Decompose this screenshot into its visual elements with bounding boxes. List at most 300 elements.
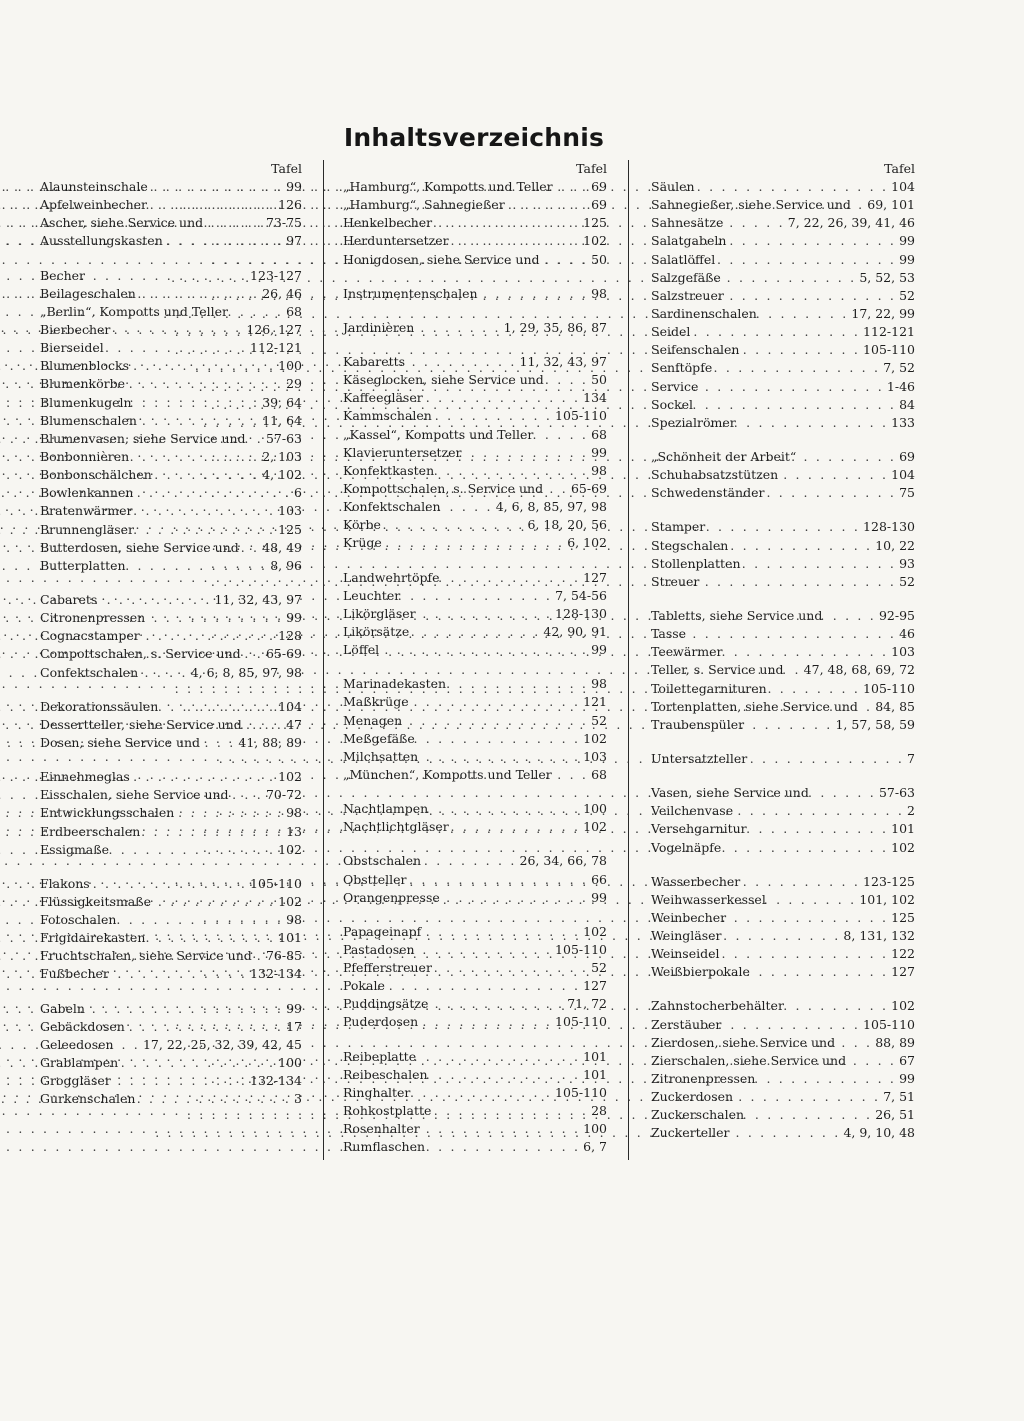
entry-term: Säulen xyxy=(651,179,695,194)
entry-term: „Kassel“, Kompotts und Teller xyxy=(343,426,534,442)
entry-term: Bierseidel xyxy=(40,340,104,356)
entry-plate-number: 104 xyxy=(891,467,915,483)
entry-plate-number: 103 xyxy=(583,748,607,764)
dot-leader xyxy=(851,196,867,214)
entry-term: Landwehrtöpfe xyxy=(343,569,440,585)
dot-leader xyxy=(712,359,883,377)
index-entry xyxy=(343,1138,607,1156)
entry-plate-number: 102 xyxy=(891,839,915,855)
index-entry xyxy=(343,498,607,516)
entry-plate-number: 98 xyxy=(591,285,607,301)
entry-term: Schwedenständer xyxy=(651,485,765,501)
entry-plate-number: 127 xyxy=(583,978,607,994)
entry-plate-number: 75 xyxy=(899,485,915,501)
index-entry xyxy=(651,359,915,377)
entry-plate-number: 73-75 xyxy=(265,215,302,231)
entry-term: Instrumentenschalen xyxy=(343,285,478,301)
index-entry xyxy=(651,891,915,909)
dot-leader xyxy=(747,750,907,768)
entry-term: Herduntersetzer xyxy=(343,233,449,249)
index-entry xyxy=(343,977,607,995)
entry-plate-number: 66 xyxy=(591,871,607,887)
entry-plate-number: 57-63 xyxy=(878,785,915,801)
entry-term: Flüssigkeitsmaße xyxy=(40,893,152,909)
index-entry xyxy=(651,784,915,802)
entry-term: Bonbonschälchen xyxy=(40,467,152,483)
entry-plate-number: 132-134 xyxy=(250,966,302,982)
entry-term: Seifenschalen xyxy=(651,342,740,358)
index-entry xyxy=(651,466,915,484)
entry-plate-number: 11, 32, 43, 97 xyxy=(214,591,302,607)
entry-term: Orangenpresse xyxy=(343,889,440,905)
entry-plate-number: 13 xyxy=(286,823,302,839)
index-entry xyxy=(651,1106,915,1124)
entry-term: Streuer xyxy=(651,573,700,589)
index-entry xyxy=(651,607,915,625)
entry-term: Weinseidel xyxy=(651,946,720,962)
entry-plate-number: 105-110 xyxy=(863,680,915,696)
dot-leader xyxy=(858,698,875,716)
index-entry xyxy=(651,323,915,341)
entry-term: Schuhabsatzstützen xyxy=(651,467,779,483)
entry-plate-number: 122 xyxy=(891,946,915,962)
index-entry xyxy=(343,852,607,870)
entry-term: Tabletts, siehe Service und xyxy=(651,607,823,623)
entry-term: Eisschalen, siehe Service und xyxy=(40,787,229,803)
dot-leader xyxy=(425,1138,583,1156)
entry-plate-number: 65-69 xyxy=(265,646,302,662)
entry-plate-number: 7, 52 xyxy=(883,360,915,376)
entry-plate-number: 103 xyxy=(891,644,915,660)
entry-term: Sahnesätze xyxy=(651,215,724,231)
entry-plate-number: 52 xyxy=(899,573,915,589)
entry-plate-number: 102 xyxy=(891,998,915,1014)
entry-plate-number: 99 xyxy=(286,610,302,626)
index-entry xyxy=(651,1034,915,1052)
dot-leader xyxy=(764,484,899,502)
entry-plate-number: 99 xyxy=(591,444,607,460)
entry-term: Versehgarnitur xyxy=(651,821,747,837)
entry-plate-number: 4, 6, 8, 85, 97, 98 xyxy=(190,664,302,680)
index-entry xyxy=(651,820,915,838)
dot-leader xyxy=(809,784,879,802)
entry-plate-number: 69 xyxy=(591,179,607,194)
dot-leader xyxy=(733,1088,883,1106)
index-entry xyxy=(651,269,915,287)
index-entry xyxy=(651,661,915,679)
entry-term: Becher xyxy=(40,267,86,283)
entry-plate-number: 127 xyxy=(891,964,915,980)
entry-term: Körbe xyxy=(343,517,381,533)
index-letter-group xyxy=(651,448,915,502)
dot-leader xyxy=(747,820,891,838)
entry-term: Compottschalen, s. Service und xyxy=(40,646,241,662)
entry-term: Dessertteller, siehe Service und xyxy=(40,716,242,732)
index-entry xyxy=(651,997,915,1015)
index-entry xyxy=(651,643,915,661)
entry-plate-number: 70-72 xyxy=(265,787,302,803)
dot-leader xyxy=(421,852,519,870)
entry-plate-number: 125 xyxy=(583,215,607,231)
dot-leader xyxy=(728,537,875,555)
entry-term: Zierschalen, siehe Service und xyxy=(651,1052,847,1068)
index-entry xyxy=(651,414,915,432)
entry-term: Menagen xyxy=(343,712,403,728)
entry-plate-number: 6, 18, 20, 56 xyxy=(527,517,607,533)
index-entry xyxy=(651,802,915,820)
index-entry xyxy=(651,839,915,857)
dot-leader xyxy=(741,555,900,573)
index-entry xyxy=(651,396,915,414)
index-entry xyxy=(651,927,915,945)
entry-plate-number: 93 xyxy=(899,555,915,571)
dot-leader xyxy=(744,716,835,734)
entry-plate-number: 7, 51 xyxy=(883,1089,915,1105)
entry-term: Zitronenpressen xyxy=(651,1071,756,1087)
entry-plate-number: 112-121 xyxy=(250,340,302,356)
index-entry xyxy=(651,945,915,963)
entry-term: Löffel xyxy=(343,642,380,658)
entry-plate-number: 102 xyxy=(583,923,607,939)
dot-leader xyxy=(698,378,887,396)
dot-leader xyxy=(693,396,899,414)
entry-plate-number: 105-110 xyxy=(250,875,302,891)
entry-term: Zuckerteller xyxy=(651,1125,730,1141)
entry-term: Stollenplatten xyxy=(651,555,741,571)
dot-leader xyxy=(724,287,899,305)
entry-term: Weihwasserkessel xyxy=(651,891,766,907)
entry-term: Zerstäuber xyxy=(651,1016,722,1032)
entry-plate-number: 98 xyxy=(591,676,607,692)
dot-leader xyxy=(726,909,891,927)
entry-plate-number: 69, 101 xyxy=(867,197,915,213)
entry-term: Teller, s. Service und xyxy=(651,662,784,678)
entry-term: Cognacstamper xyxy=(40,628,140,644)
entry-term: Wasserbecher xyxy=(651,873,741,889)
entry-plate-number: 17, 22, 99 xyxy=(851,305,915,321)
entry-plate-number: 68 xyxy=(286,303,302,319)
entry-plate-number: 102 xyxy=(278,769,302,785)
entry-term: Confektschalen xyxy=(40,664,139,680)
dot-leader xyxy=(846,1052,899,1070)
entry-term: Klavieruntersetzer xyxy=(343,444,462,460)
tafel-header: Tafel xyxy=(884,161,915,176)
entry-plate-number: 99 xyxy=(899,1071,915,1087)
entry-plate-number: 98 xyxy=(591,462,607,478)
entry-term: Puddingsätze xyxy=(343,996,429,1012)
entry-plate-number: 101 xyxy=(278,930,302,946)
entry-plate-number: 102 xyxy=(583,819,607,835)
entry-term: Spezialrömer xyxy=(651,414,736,430)
dot-leader xyxy=(755,1070,899,1088)
dot-leader xyxy=(733,802,907,820)
entry-term: Salzstreuer xyxy=(651,287,724,303)
entry-plate-number: 47 xyxy=(286,716,302,732)
index-entry xyxy=(651,287,915,305)
entry-term: Ringhalter xyxy=(343,1084,411,1100)
entry-term: Sockel xyxy=(651,396,694,412)
entry-plate-number: 102 xyxy=(278,893,302,909)
entry-plate-number: 112-121 xyxy=(863,324,915,340)
entry-term: Sardinenschalen xyxy=(651,305,757,321)
index-entry xyxy=(651,537,915,555)
entry-plate-number: 132-134 xyxy=(250,1073,302,1089)
entry-term: Sahnegießer, siehe Service und xyxy=(651,197,851,213)
entry-term: Likörgläser xyxy=(343,605,416,621)
entry-plate-number: 5, 52, 53 xyxy=(859,269,915,285)
entry-plate-number: 4, 9, 10, 48 xyxy=(843,1125,915,1141)
entry-term: Seidel xyxy=(651,324,691,340)
entry-plate-number: 125 xyxy=(891,909,915,925)
dot-leader xyxy=(385,977,583,995)
entry-term: Traubenspüler xyxy=(651,716,745,732)
entry-plate-number: 102 xyxy=(583,730,607,746)
entry-plate-number: 103 xyxy=(278,503,302,519)
entry-plate-number: 126 xyxy=(278,197,302,213)
entry-term: Käseglocken, siehe Service und xyxy=(343,372,544,388)
entry-term: „München“, Kompotts und Teller xyxy=(343,766,552,782)
entry-term: Tasse xyxy=(651,626,687,642)
entry-term: Nachtlampen xyxy=(343,801,429,817)
index-letter-group xyxy=(651,750,915,768)
entry-plate-number: 127 xyxy=(583,569,607,585)
index-entry xyxy=(651,716,915,734)
dot-leader xyxy=(719,945,891,963)
entry-plate-number: 133 xyxy=(891,414,915,430)
entry-term: Vogelnäpfe xyxy=(651,839,722,855)
entry-term: „Hamburg“, Kompotts und Teller xyxy=(343,179,553,194)
dot-leader xyxy=(723,643,892,661)
entry-term: Salatlöffel xyxy=(651,251,716,267)
index-column xyxy=(651,160,915,1159)
entry-term: Reibeplatte xyxy=(343,1048,417,1064)
entry-term: Blumenvasen, siehe Service und xyxy=(40,430,246,446)
dot-leader xyxy=(784,661,804,679)
entry-term: Flakons xyxy=(40,875,90,891)
index-entry xyxy=(651,555,915,573)
entry-plate-number: 3 xyxy=(294,1091,302,1107)
entry-plate-number: 1-46 xyxy=(886,378,915,394)
entry-term: Zuckerdosen xyxy=(651,1089,734,1105)
entry-plate-number: 65-69 xyxy=(570,480,607,496)
entry-term: Salatgabeln xyxy=(651,233,727,249)
entry-term: Blumenkörbe xyxy=(40,376,126,392)
entry-term: Zuckerschalen xyxy=(651,1107,745,1123)
entry-term: Bratenwärmer xyxy=(40,503,133,519)
entry-term: „Hamburg“, Sahnegießer xyxy=(343,197,505,213)
dot-leader xyxy=(726,232,899,250)
entry-plate-number: 2, 103 xyxy=(262,448,302,464)
entry-term: Essigmaße xyxy=(40,841,110,857)
entry-plate-number: 8, 131, 132 xyxy=(843,928,915,944)
entry-plate-number: 7, 22, 26, 39, 41, 46 xyxy=(787,215,915,231)
index-entry xyxy=(651,178,915,196)
entry-term: Puderdosen xyxy=(343,1014,419,1030)
dot-leader xyxy=(441,498,496,516)
entry-term: Brunnengläser xyxy=(40,521,135,537)
entry-plate-number: 92-95 xyxy=(878,607,915,623)
index-entry xyxy=(651,573,915,591)
entry-plate-number: 42, 90, 91 xyxy=(543,623,607,639)
entry-plate-number: 102 xyxy=(278,841,302,857)
tafel-header: Tafel xyxy=(576,161,607,176)
entry-plate-number: 26, 34, 66, 78 xyxy=(519,853,607,869)
entry-plate-number: 52 xyxy=(899,287,915,303)
entry-plate-number: 125 xyxy=(278,521,302,537)
entry-term: Leuchter xyxy=(343,587,401,603)
entry-plate-number: 123-125 xyxy=(863,873,915,889)
entry-plate-number: 52 xyxy=(591,960,607,976)
entry-term: Pfefferstreuer xyxy=(343,960,432,976)
dot-leader xyxy=(766,891,860,909)
index-entry xyxy=(651,680,915,698)
entry-plate-number: 104 xyxy=(278,698,302,714)
index-entry xyxy=(651,518,915,536)
entry-plate-number: 105-110 xyxy=(555,1014,607,1030)
entry-plate-number: 26, 46 xyxy=(262,285,302,301)
entry-term: Obstteller xyxy=(343,871,407,887)
entry-plate-number: 11, 32, 43, 97 xyxy=(519,353,607,369)
entry-term: Erdbeerschalen xyxy=(40,823,141,839)
entry-term: Konfektkasten xyxy=(343,462,435,478)
index-entry xyxy=(343,730,607,748)
entry-term: Jardinièren xyxy=(343,319,415,335)
entry-plate-number: 100 xyxy=(278,358,302,374)
dot-leader xyxy=(715,251,899,269)
entry-term: Untersatzteller xyxy=(651,750,748,766)
dot-leader xyxy=(699,573,899,591)
entry-term: Kammschalen xyxy=(343,408,432,424)
entry-plate-number: 17, 22, 25, 32, 39, 42, 45 xyxy=(142,1036,302,1052)
entry-plate-number: 101, 102 xyxy=(859,891,915,907)
entry-plate-number: 105-110 xyxy=(555,1084,607,1100)
entry-term: Obstschalen xyxy=(343,853,422,869)
entry-plate-number: 50 xyxy=(591,372,607,388)
entry-term: Butterdosen, siehe Service und xyxy=(40,539,239,555)
entry-plate-number: 128-130 xyxy=(863,519,915,535)
dot-leader xyxy=(729,1124,843,1142)
entry-term: Blumenkugeln xyxy=(40,394,132,410)
entry-term: Honigdosen, siehe Service und xyxy=(343,251,540,267)
entry-plate-number: 29 xyxy=(286,376,302,392)
index-entry xyxy=(651,232,915,250)
entry-term: Weingläser xyxy=(651,928,722,944)
index-letter-group xyxy=(651,873,915,982)
entry-term: Service xyxy=(651,378,699,394)
entry-term: Vasen, siehe Service und xyxy=(651,785,809,801)
entry-term: Weinbecher xyxy=(651,909,727,925)
entry-term: Toilettegarnituren xyxy=(651,680,767,696)
entry-term: Veilchenvase xyxy=(651,803,734,819)
entry-plate-number: 105-110 xyxy=(863,1016,915,1032)
index-entry xyxy=(651,448,915,466)
entry-term: Senftöpfe xyxy=(651,360,713,376)
entry-plate-number: 101 xyxy=(583,1048,607,1064)
dot-leader xyxy=(415,730,583,748)
entry-term: Pokale xyxy=(343,978,385,994)
index-letter-group xyxy=(651,518,915,591)
index-letter-group xyxy=(651,997,915,1142)
dot-leader xyxy=(750,963,891,981)
entry-plate-number: 97 xyxy=(286,233,302,249)
entry-term: Apfelweinbecher xyxy=(40,197,148,213)
index-entry xyxy=(651,196,915,214)
entry-plate-number: 1, 57, 58, 59 xyxy=(835,716,915,732)
entry-term: Bierbecher xyxy=(40,321,111,337)
dot-leader xyxy=(744,1106,875,1124)
entry-term: Cabarets xyxy=(40,591,98,607)
entry-term: Dosen, siehe Service und xyxy=(40,734,201,750)
entry-term: Stegschalen xyxy=(651,537,729,553)
entry-plate-number: 84 xyxy=(899,396,915,412)
entry-plate-number: 68 xyxy=(591,766,607,782)
entry-term: Kaffeegläser xyxy=(343,390,423,406)
entry-term: Einnehmeglas xyxy=(40,769,130,785)
entry-term: Grablampen xyxy=(40,1055,119,1071)
dot-leader xyxy=(686,625,899,643)
entry-plate-number: 101 xyxy=(891,821,915,837)
entry-plate-number: 105-110 xyxy=(555,941,607,957)
dot-leader xyxy=(721,269,860,287)
entry-term: Rosenhalter xyxy=(343,1121,420,1137)
entry-term: Gabeln xyxy=(40,1000,85,1016)
index-entry xyxy=(651,963,915,981)
entry-plate-number: 99 xyxy=(899,251,915,267)
entry-plate-number: 4, 102 xyxy=(262,467,302,483)
index-entry xyxy=(651,698,915,716)
entry-plate-number: 39, 64 xyxy=(262,394,302,410)
entry-term: „Berlin“, Kompotts und Teller xyxy=(40,303,228,319)
entry-plate-number: 134 xyxy=(583,390,607,406)
entry-plate-number: 4, 6, 8, 85, 97, 98 xyxy=(495,499,607,515)
entry-term: Bonbonnièren xyxy=(40,448,130,464)
dot-leader xyxy=(722,927,844,945)
entry-term: Rumflaschen xyxy=(343,1139,426,1155)
entry-term: Rohkostplatte xyxy=(343,1103,432,1119)
entry-plate-number: 8, 96 xyxy=(270,557,302,573)
entry-plate-number: 6, 102 xyxy=(567,535,607,551)
entry-plate-number: 84, 85 xyxy=(875,698,915,714)
entry-plate-number: 100 xyxy=(583,1121,607,1137)
entry-plate-number: 6 xyxy=(294,485,302,501)
entry-plate-number: 68 xyxy=(591,426,607,442)
entry-term: Maßkrüge xyxy=(343,694,409,710)
entry-plate-number: 99 xyxy=(899,233,915,249)
entry-term: Gurkenschalen xyxy=(40,1091,136,1107)
entry-plate-number: 67 xyxy=(899,1052,915,1068)
dot-leader xyxy=(552,766,591,784)
entry-plate-number: 46 xyxy=(899,626,915,642)
entry-plate-number: 57-63 xyxy=(265,430,302,446)
entry-term: Alaunsteinschale xyxy=(40,179,148,194)
entry-plate-number: 48, 49 xyxy=(262,539,302,555)
entry-plate-number: 128 xyxy=(278,628,302,644)
entry-plate-number: 123-127 xyxy=(250,267,302,283)
entry-term: Ausstellungskasten xyxy=(40,233,163,249)
index-entry xyxy=(651,305,915,323)
entry-term: Zierdosen, siehe Service und xyxy=(651,1034,836,1050)
dot-leader xyxy=(739,341,863,359)
dot-leader xyxy=(757,305,852,323)
tafel-header: Tafel xyxy=(271,161,302,176)
index-entry xyxy=(651,750,915,768)
entry-plate-number: 128-130 xyxy=(555,605,607,621)
entry-plate-number: 7 xyxy=(907,750,915,766)
entry-plate-number: 10, 22 xyxy=(875,537,915,553)
index-letter-group xyxy=(651,178,915,432)
entry-term: „Schönheit der Arbeit“ xyxy=(651,448,797,464)
index-entry xyxy=(651,378,915,396)
